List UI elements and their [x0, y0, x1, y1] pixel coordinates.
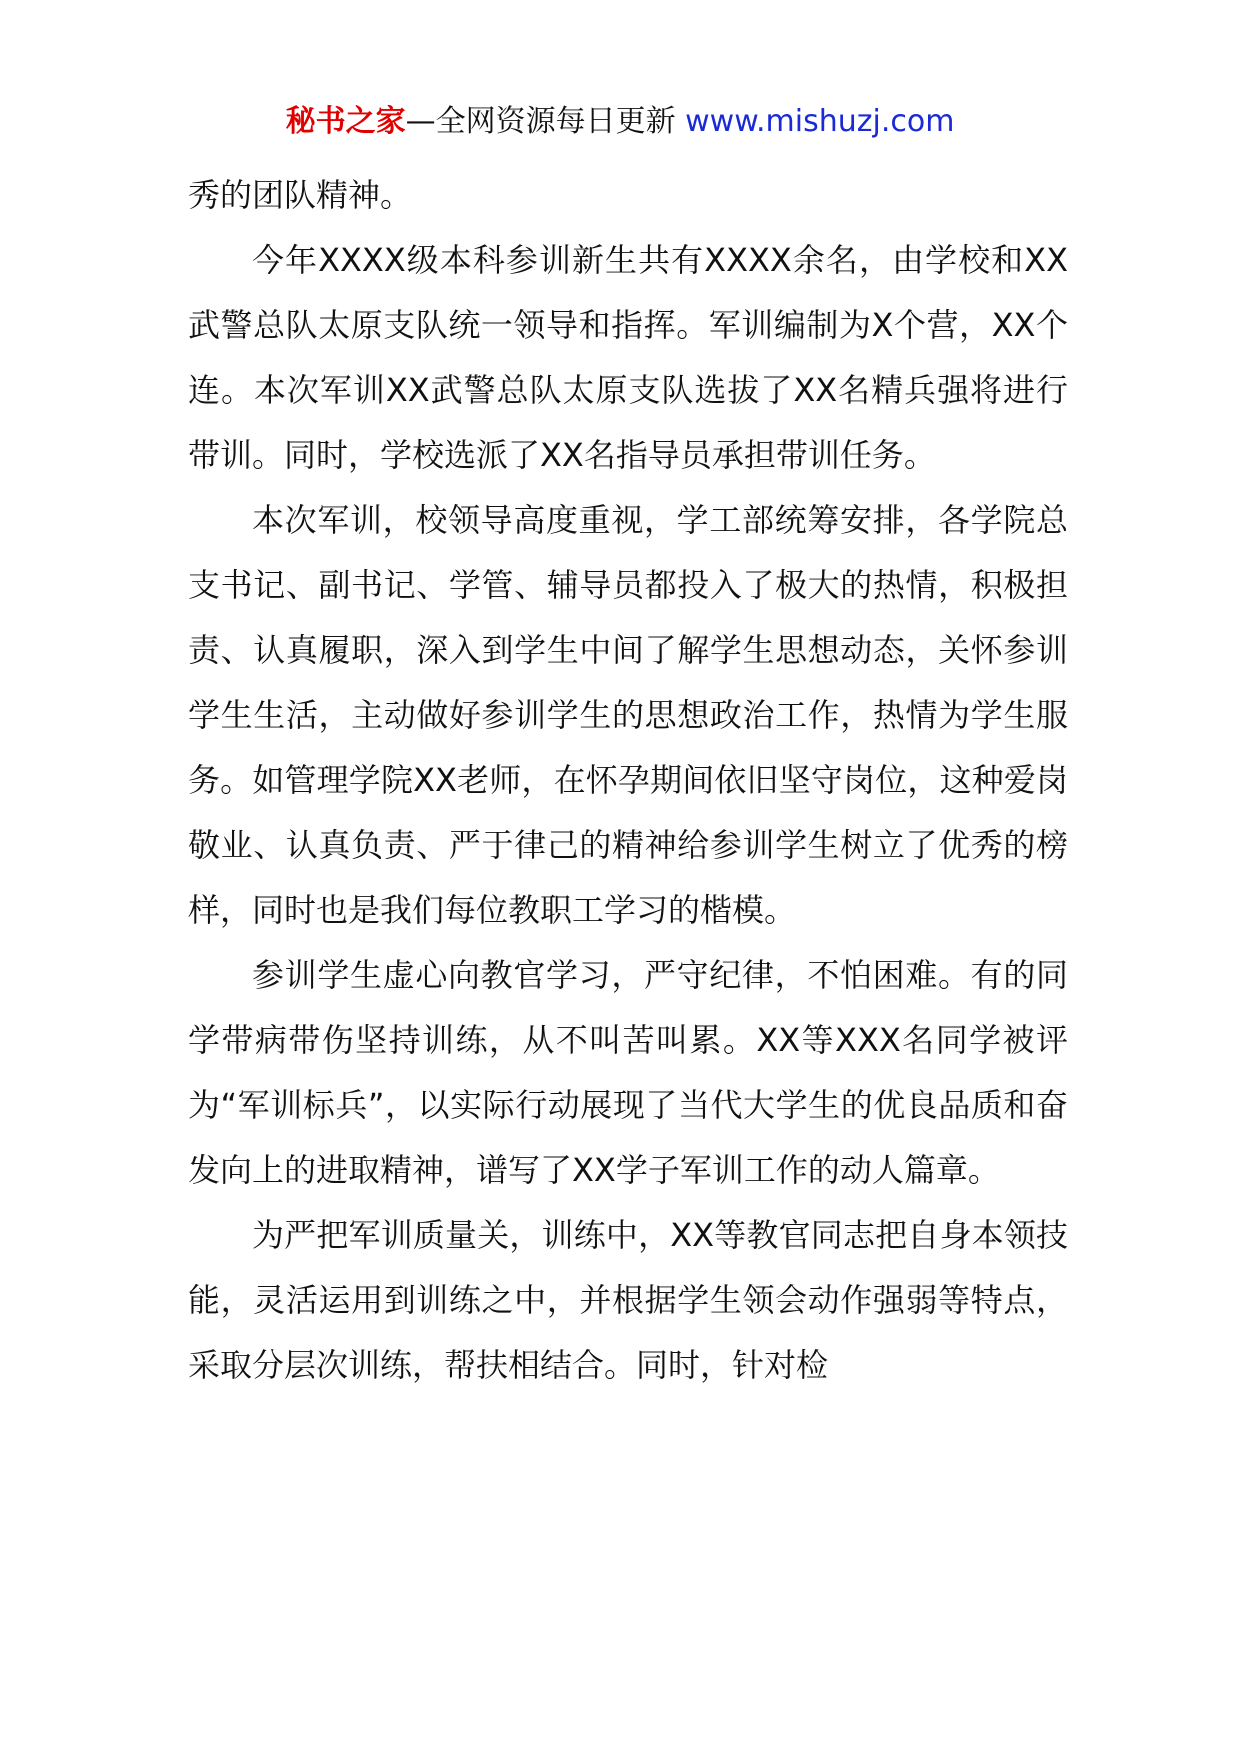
page-header — [0, 100, 1240, 144]
paragraph-continuation: 秀的团队精神。 — [188, 176, 413, 214]
paragraph-students: 参训学生虚心向教官学习，严守纪律，不怕困难。有的同学带病带伤坚持训练，从不叫苦叫累。XX等XXX名同学被评为“军训标兵”，以实际行动展现了当代大学生的优良品质和奋发向上的进取精神，谱写了XX学子军训工作的动人篇章。 — [188, 956, 1068, 1189]
paragraph-training-overview: 今年XXXX级本科参训新生共有XXXX余名，由学校和XX武警总队太原支队统一领导和指挥。军训编制为X个营，XX个连。本次军训XX武警总队太原支队选拔了XX名精兵强将进行带训。同时，学校选派了XX名指导员承担带训任务。 — [188, 241, 1068, 474]
paragraph-quality: 为严把军训质量关，训练中，XX等教官同志把自身本领技能，灵活运用到训练之中，并根据学生领会动作强弱等特点，采取分层次训练，帮扶相结合。同时，针对检 — [188, 1216, 1068, 1384]
paragraph-leadership: 本次军训，校领导高度重视，学工部统筹安排，各学院总支书记、副书记、学管、辅导员都投入了极大的热情，积极担责、认真履职，深入到学生中间了解学生思想动态，关怀参训学生生活，主动做好参训学生的思想政治工作，热情为学生服务。如管理学院XX老师，在怀孕期间依旧坚守岗位，这种爱岗敬业、认真负责、严于律己的精神给参训学生树立了优秀的榜样，同时也是我们每位教职工学习的楷模。 — [188, 501, 1068, 929]
header-brand: 秘书之家 — [285, 104, 406, 139]
header-tagline: —全网资源每日更新 — [405, 104, 676, 139]
header-url-link[interactable]: www.mishuzj.com — [685, 104, 955, 139]
document-body — [188, 163, 1068, 1398]
